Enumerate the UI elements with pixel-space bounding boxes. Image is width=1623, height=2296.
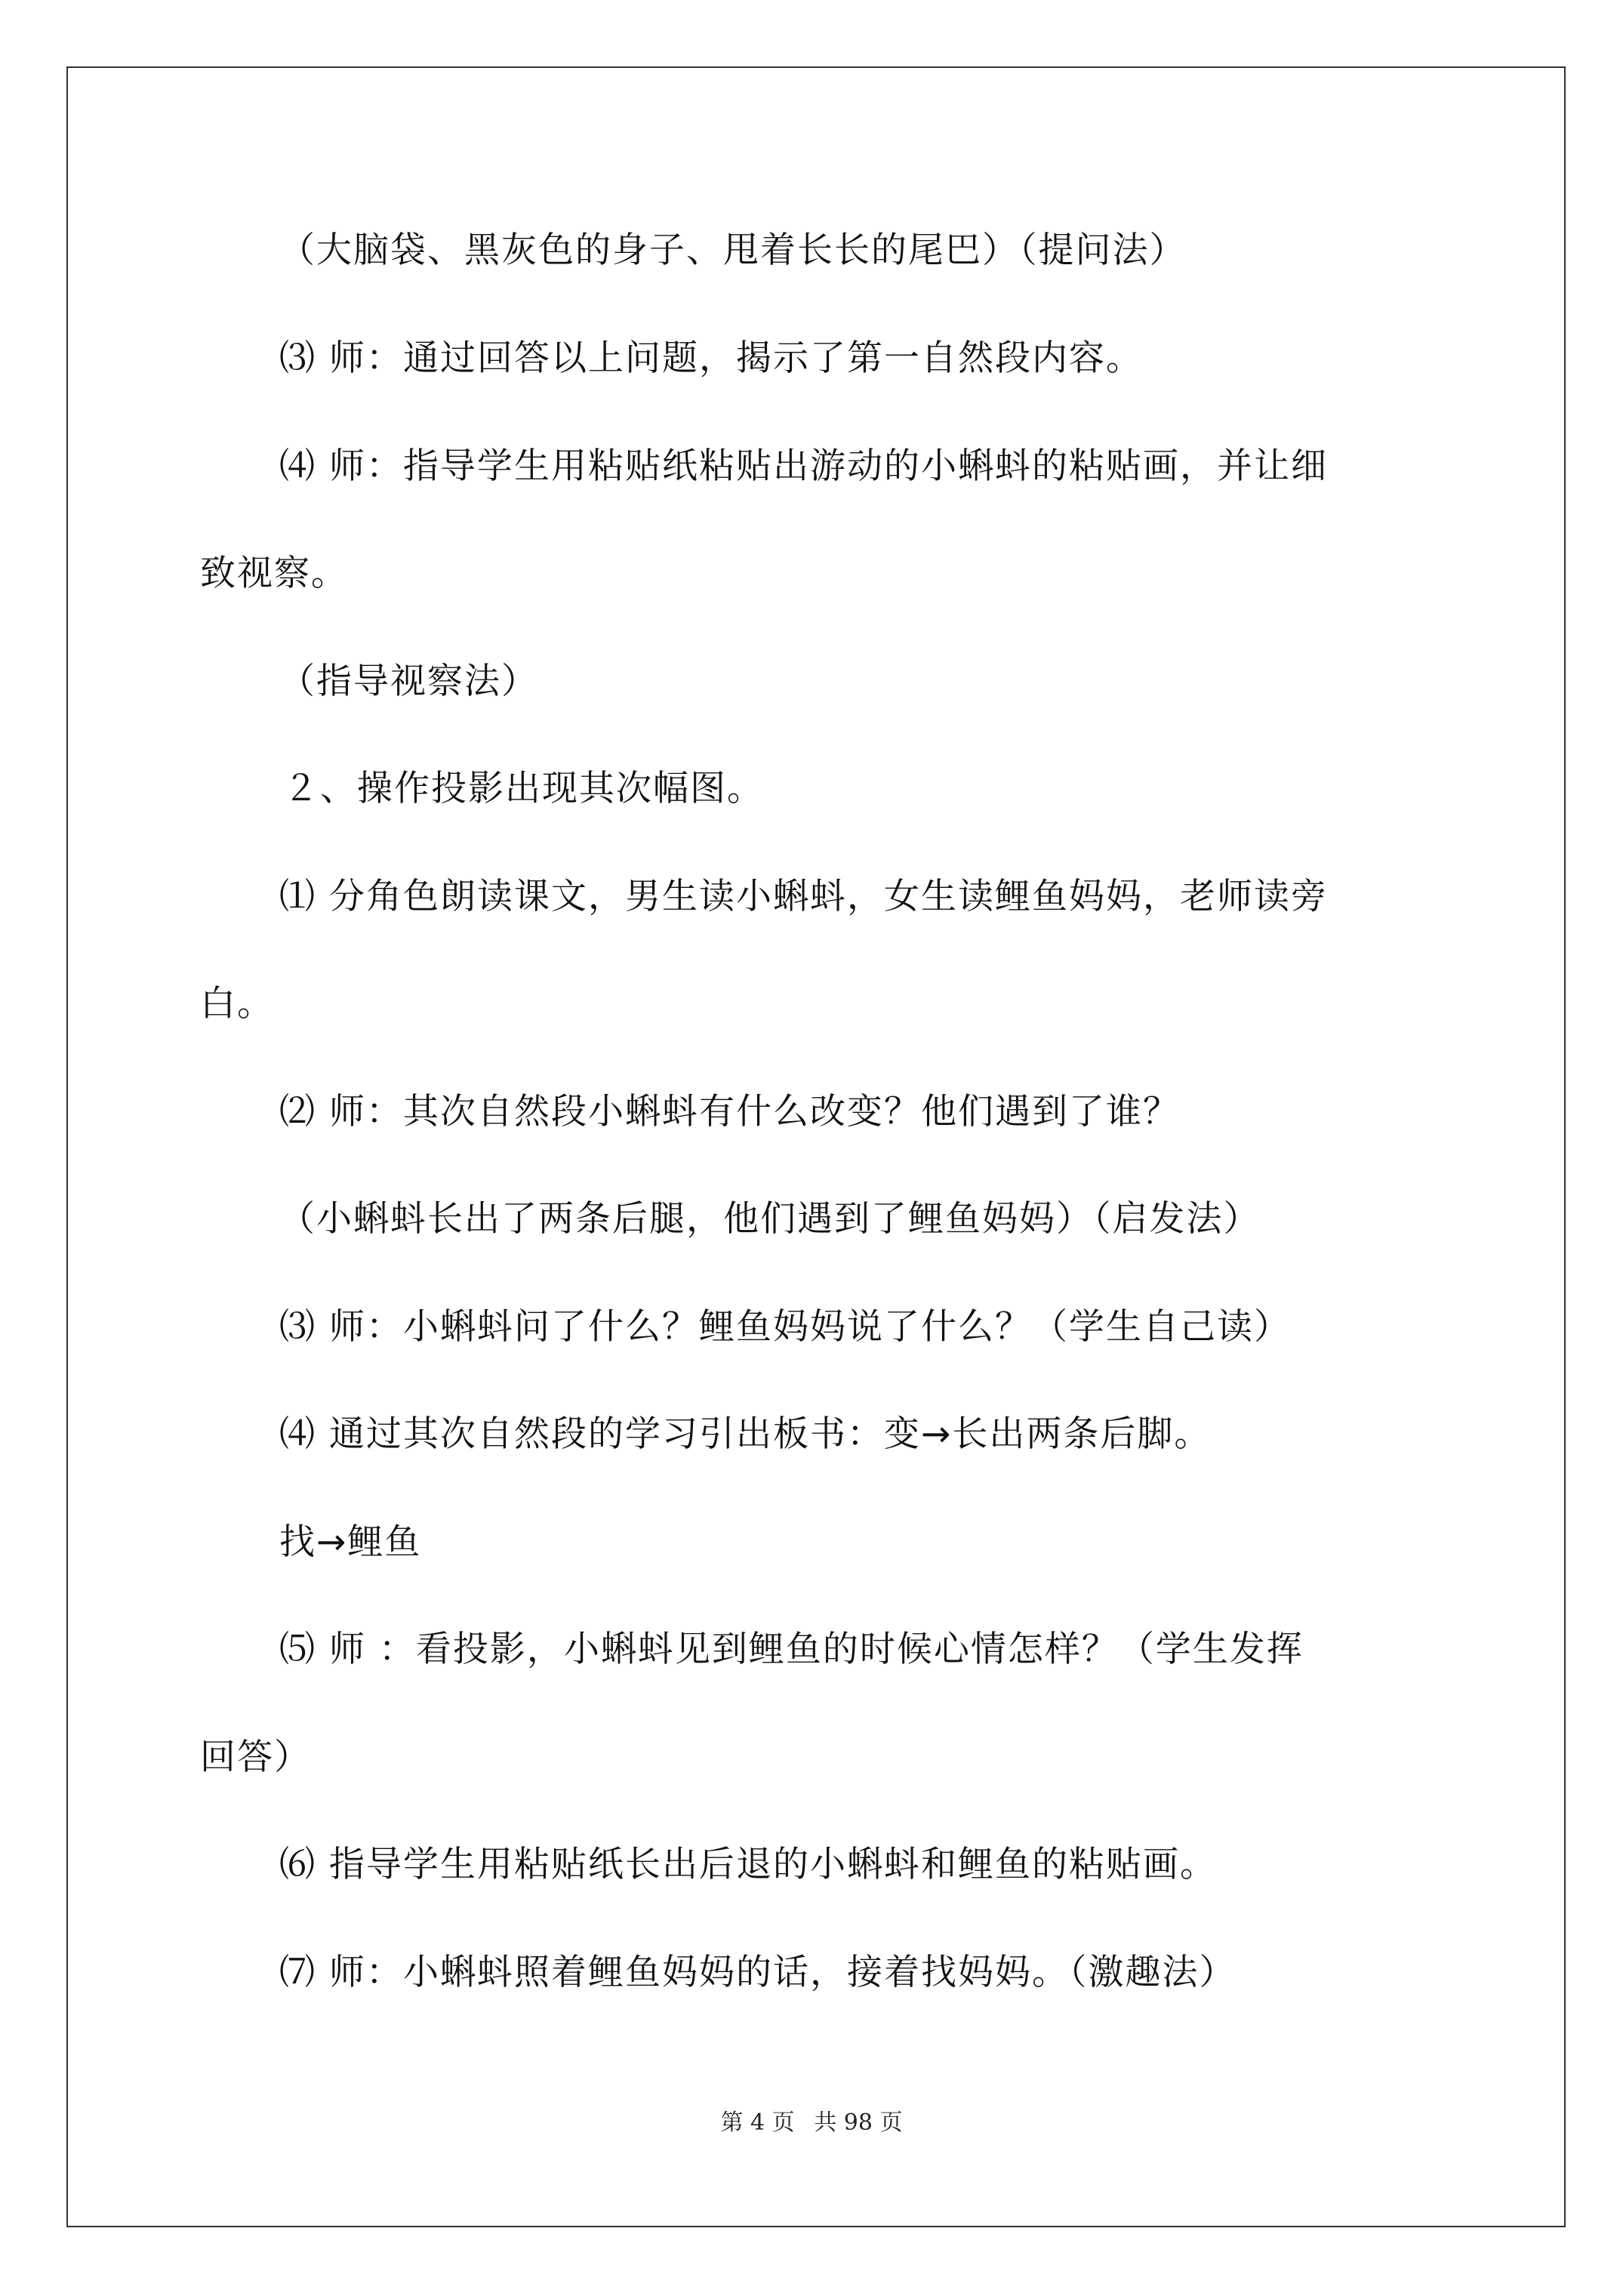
text-line-2: ⑶ 师：通过回答以上问题，揭示了第一自然段内容。 [279, 337, 1143, 379]
text-line-17: ⑺ 师：小蝌蚪照着鲤鱼妈妈的话，接着找妈妈。（激趣法） [279, 1952, 1236, 1993]
text-line-15: 回答） [200, 1737, 311, 1778]
text-line-14: ⑸ 师 ：看投影，小蝌蚪见到鲤鱼的时候心情怎样？（学生发挥 [279, 1629, 1304, 1670]
text-line-5: （指导视察法） [279, 661, 538, 702]
text-line-12: ⑷ 通过其次自然段的学习引出板书：变→长出两条后脚。 [279, 1413, 1212, 1455]
text-line-13: 找→鲤鱼 [279, 1521, 422, 1563]
text-line-6: ２、操作投影出现其次幅图。 [283, 768, 764, 809]
page-footer [0, 2108, 1623, 2138]
page-border [66, 66, 1566, 2227]
text-line-7: ⑴ 分角色朗读课文，男生读小蝌蚪，女生读鲤鱼妈妈，老师读旁 [279, 876, 1328, 917]
text-line-8: 白。 [200, 983, 274, 1025]
text-line-4: 致视察。 [200, 553, 348, 594]
text-line-10: （小蝌蚪长出了两条后腿，他们遇到了鲤鱼妈妈）（启发法） [279, 1198, 1261, 1240]
page-total: 共 98 页 [814, 2110, 903, 2136]
page-number: 第 4 页 [720, 2110, 795, 2136]
text-line-9: ⑵ 师：其次自然段小蝌蚪有什么改变？他们遇到了谁？ [279, 1091, 1180, 1133]
text-line-16: ⑹ 指导学生用粘贴纸长出后退的小蝌蚪和鲤鱼的粘贴画。 [279, 1844, 1217, 1885]
text-line-11: ⑶ 师：小蝌蚪问了什么？鲤鱼妈妈说了什么？（学生自己读） [279, 1306, 1291, 1348]
text-line-3: ⑷ 师：指导学生用粘贴纸粘贴出游动的小蝌蚪的粘贴画，并让细 [279, 445, 1328, 487]
text-line-1: （大脑袋、黑灰色的身子、甩着长长的尾巴）（提问法） [279, 230, 1187, 271]
